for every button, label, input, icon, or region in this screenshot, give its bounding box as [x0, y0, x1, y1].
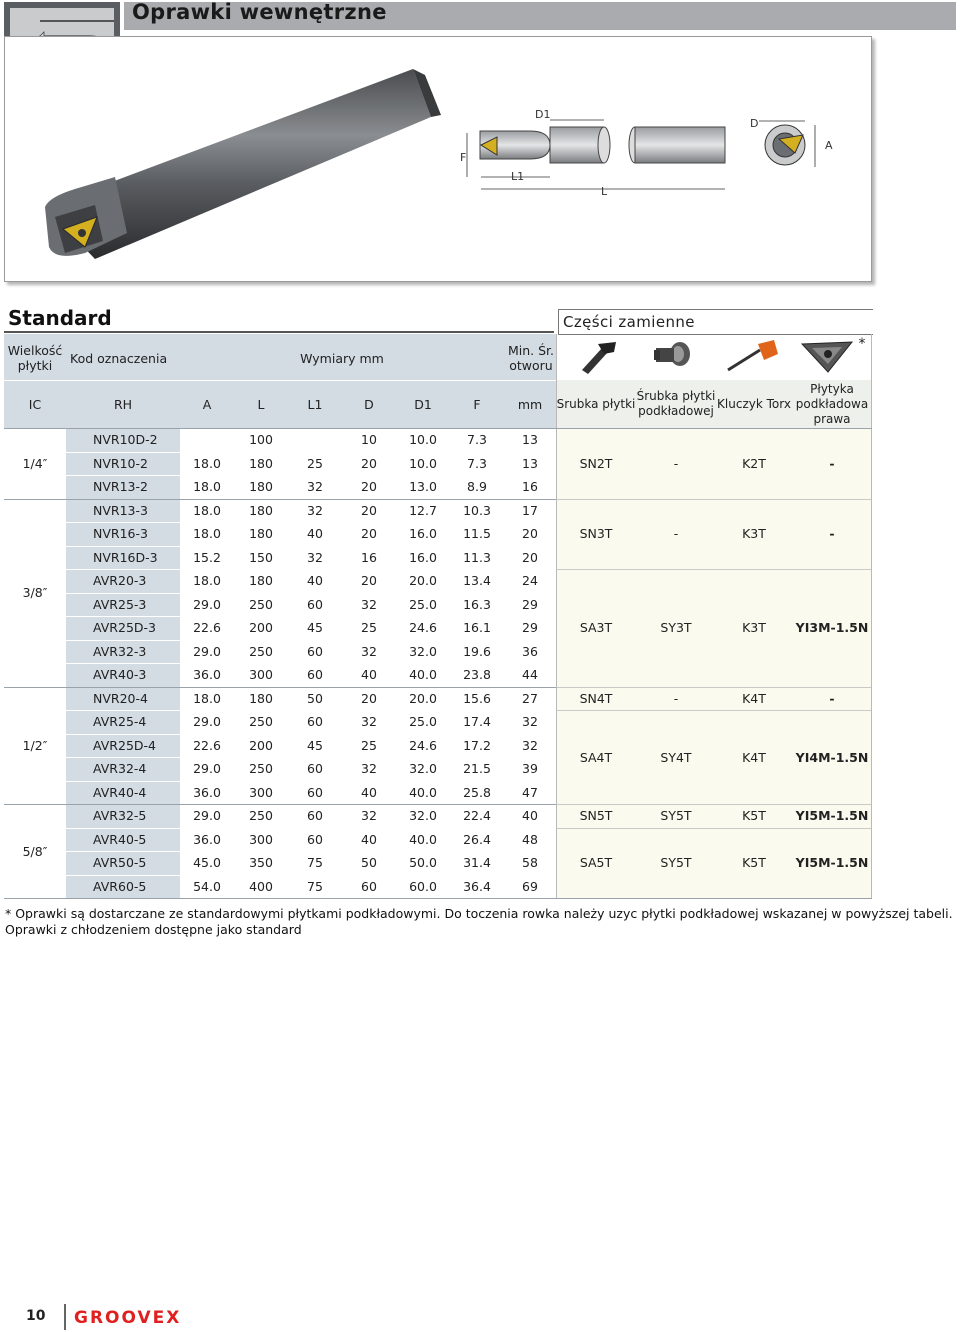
table-cell-l: 200 — [249, 620, 273, 636]
group-separator — [4, 804, 556, 805]
table-cell-d: 32 — [361, 643, 377, 659]
table-cell-l: 180 — [249, 479, 273, 495]
table-cell-d: 32 — [361, 596, 377, 612]
dimension-diagram — [460, 108, 833, 198]
table-cell-l1: 60 — [307, 808, 323, 824]
parts-cell-shim_screw: SY4T — [660, 749, 692, 765]
table-cell-mm: 24 — [522, 573, 538, 589]
table-cell-d: 20 — [361, 573, 377, 589]
col-a: A — [202, 396, 212, 412]
table-cell-d1: 40.0 — [409, 667, 437, 683]
parts-cell-key: K4T — [742, 749, 766, 765]
brand-logo: GROOVEX — [74, 1308, 182, 1328]
table-border-right — [871, 334, 872, 898]
header-mid-border — [4, 380, 556, 381]
table-cell-mm: 32 — [522, 714, 538, 730]
parts-cell-screw: SN5T — [579, 808, 613, 824]
group-separator — [4, 687, 556, 688]
footer-separator — [64, 1304, 66, 1330]
table-cell-f: 31.4 — [463, 855, 491, 871]
table-cell-mm: 16 — [522, 479, 538, 495]
table-cell-l: 250 — [249, 808, 273, 824]
table-cell-code: NVR13-2 — [93, 479, 148, 495]
table-cell-d: 20 — [361, 479, 377, 495]
diagram-label-f: F — [460, 151, 467, 164]
table-cell-a: 29.0 — [193, 596, 221, 612]
table-cell-l: 180 — [249, 690, 273, 706]
table-cell-a: 18.0 — [193, 690, 221, 706]
table-cell-d: 40 — [361, 784, 377, 800]
table-cell-f: 15.6 — [463, 690, 491, 706]
ic-label: 5/8″ — [22, 843, 48, 859]
table-cell-code: NVR16-3 — [93, 526, 148, 542]
table-cell-mm: 13 — [522, 432, 538, 448]
table-cell-f: 8.9 — [467, 479, 487, 495]
table-cell-f: 17.4 — [463, 714, 491, 730]
parts-cell-shim: - — [829, 455, 835, 471]
page-title: Oprawki wewnętrzne — [132, 0, 387, 24]
screw-icon — [574, 338, 622, 376]
table-cell-f: 26.4 — [463, 831, 491, 847]
table-cell-code: AVR25-4 — [93, 714, 147, 730]
table-cell-code: AVR60-5 — [93, 878, 147, 894]
table-cell-a: 18.0 — [193, 526, 221, 542]
table-cell-a: 15.2 — [193, 549, 221, 565]
table-cell-l1: 32 — [307, 479, 323, 495]
table-border-left-parts — [556, 334, 557, 898]
footnote — [5, 906, 953, 938]
parts-cell-screw: SN4T — [579, 690, 613, 706]
col-d: D — [364, 396, 374, 412]
parts-cell-shim: YI5M-1.5N — [795, 855, 869, 871]
table-cell-l1: 32 — [307, 549, 323, 565]
table-cell-a: 29.0 — [193, 714, 221, 730]
table-cell-code: NVR16D-3 — [93, 549, 158, 565]
table-cell-d1: 20.0 — [409, 690, 437, 706]
table-cell-f: 11.5 — [463, 526, 491, 542]
col-shim-screw: Śrubka płytki podkładowej — [636, 389, 716, 418]
table-cell-code: AVR40-4 — [93, 784, 147, 800]
table-cell-code: AVR25D-3 — [93, 620, 156, 636]
parts-cell-screw: SA3T — [579, 620, 613, 636]
ic-label: 3/8″ — [22, 585, 48, 600]
table-cell-l: 180 — [249, 573, 273, 589]
diagram-label-d: D — [750, 117, 759, 130]
table-cell-code: NVR10D-2 — [93, 432, 158, 448]
table-cell-a: 18.0 — [193, 502, 221, 518]
table-cell-d1: 60.0 — [409, 878, 437, 894]
table-cell-f: 10.3 — [463, 502, 491, 518]
table-cell-code: NVR13-3 — [93, 502, 148, 518]
footnote-line-2: Oprawki z chłodzeniem dostępne jako standard — [5, 922, 302, 937]
parts-cell-screw: SN3T — [579, 526, 613, 542]
table-cell-a: 45.0 — [193, 855, 221, 871]
parts-cell-shim_screw: SY5T — [660, 808, 692, 824]
table-cell-mm: 40 — [522, 808, 538, 824]
table-cell-l: 100 — [249, 432, 273, 448]
table-cell-l1: 32 — [307, 502, 323, 518]
table-cell-a: 29.0 — [193, 643, 221, 659]
table-cell-f: 13.4 — [463, 573, 491, 589]
table-cell-f: 7.3 — [467, 432, 487, 448]
section-title: Standard — [8, 306, 112, 330]
table-cell-l1: 60 — [307, 831, 323, 847]
table-cell-d: 25 — [361, 737, 377, 753]
diagram-label-a: A — [825, 139, 833, 152]
table-cell-a: 36.0 — [193, 831, 221, 847]
page-number: 10 — [26, 1308, 46, 1324]
col-d1: D1 — [414, 396, 432, 412]
table-cell-f: 19.6 — [463, 643, 491, 659]
parts-cell-shim_screw: SY3T — [660, 620, 692, 636]
table-cell-l: 300 — [249, 831, 273, 847]
table-cell-l: 180 — [249, 502, 273, 518]
table-cell-a: 36.0 — [193, 667, 221, 683]
table-cell-f: 21.5 — [463, 761, 491, 777]
table-cell-a: 29.0 — [193, 761, 221, 777]
table-cell-mm: 32 — [522, 737, 538, 753]
table-cell-d: 32 — [361, 808, 377, 824]
table-cell-mm: 47 — [522, 784, 538, 800]
parts-cell-shim: YI3M-1.5N — [795, 620, 869, 636]
table-cell-d1: 10.0 — [409, 455, 437, 471]
table-cell-mm: 36 — [522, 643, 538, 659]
table-cell-code: AVR32-3 — [93, 643, 147, 659]
table-cell-l: 300 — [249, 784, 273, 800]
table-cell-l1: 60 — [307, 667, 323, 683]
table-cell-f: 25.8 — [463, 784, 491, 800]
table-cell-l: 250 — [249, 643, 273, 659]
table-cell-d: 32 — [361, 761, 377, 777]
table-cell-code: AVR50-5 — [93, 855, 147, 871]
table-cell-code: NVR10-2 — [93, 455, 148, 471]
header-min-bore: Min. Śr. otworu — [507, 343, 555, 373]
table-cell-d1: 24.6 — [409, 620, 437, 636]
parts-cell-key: K3T — [742, 526, 766, 542]
col-ic: IC — [28, 396, 42, 412]
header-code: Kod oznaczenia — [70, 350, 168, 366]
boring-bar-photo — [45, 69, 441, 259]
col-l: L — [257, 396, 265, 412]
table-cell-a: 18.0 — [193, 455, 221, 471]
table-cell-a: 22.6 — [193, 620, 221, 636]
table-cell-mm: 44 — [522, 667, 538, 683]
table-cell-d1: 50.0 — [409, 855, 437, 871]
table-cell-code: AVR20-3 — [93, 573, 147, 589]
table-cell-d1: 25.0 — [409, 596, 437, 612]
table-cell-d1: 40.0 — [409, 784, 437, 800]
table-cell-code: AVR25-3 — [93, 596, 147, 612]
table-cell-f: 17.2 — [463, 737, 491, 753]
table-cell-l1: 40 — [307, 573, 323, 589]
table-cell-d1: 32.0 — [409, 808, 437, 824]
table-cell-d1: 32.0 — [409, 643, 437, 659]
table-cell-d1: 10.0 — [409, 432, 437, 448]
header-bottom-border — [4, 428, 872, 429]
col-rh: RH — [113, 396, 133, 412]
table-cell-l: 180 — [249, 526, 273, 542]
table-cell-mm: 13 — [522, 455, 538, 471]
header-size: Wielkość płytki — [7, 343, 63, 373]
table-cell-a: 29.0 — [193, 808, 221, 824]
parts-cell-key: K3T — [742, 620, 766, 636]
parts-cell-key: K5T — [742, 808, 766, 824]
parts-cell-key: K5T — [742, 855, 766, 871]
parts-cell-shim_screw: SY5T — [660, 855, 692, 871]
parts-cell-screw: SA5T — [579, 855, 613, 871]
parts-cell-shim_screw: - — [673, 455, 679, 471]
table-cell-d1: 20.0 — [409, 573, 437, 589]
table-cell-l: 400 — [249, 878, 273, 894]
parts-cell-key: K4T — [742, 690, 766, 706]
table-cell-a: 36.0 — [193, 784, 221, 800]
table-cell-d1: 16.0 — [409, 549, 437, 565]
table-cell-mm: 29 — [522, 620, 538, 636]
table-cell-l1: 75 — [307, 855, 323, 871]
table-cell-d: 32 — [361, 714, 377, 730]
table-cell-mm: 17 — [522, 502, 538, 518]
table-cell-d: 20 — [361, 455, 377, 471]
table-cell-f: 36.4 — [463, 878, 491, 894]
table-cell-mm: 20 — [522, 549, 538, 565]
table-cell-mm: 39 — [522, 761, 538, 777]
boring-bar-illustration — [5, 37, 871, 281]
col-l1: L1 — [307, 396, 323, 412]
table-cell-f: 16.1 — [463, 620, 491, 636]
parts-cell-screw: SN2T — [579, 455, 613, 471]
table-cell-d: 16 — [361, 549, 377, 565]
diagram-label-l1: L1 — [511, 170, 525, 183]
table-cell-l: 350 — [249, 855, 273, 871]
ic-label: 1/4″ — [22, 455, 48, 471]
col-shim: Płytyka podkładowa prawa — [795, 381, 869, 426]
table-cell-d: 25 — [361, 620, 377, 636]
table-cell-a: 18.0 — [193, 479, 221, 495]
table-cell-code: AVR40-3 — [93, 667, 147, 683]
table-cell-l1: 60 — [307, 714, 323, 730]
table-cell-d1: 13.0 — [409, 479, 437, 495]
table-cell-l1: 50 — [307, 690, 323, 706]
table-cell-code: AVR32-4 — [93, 761, 147, 777]
table-cell-d: 50 — [361, 855, 377, 871]
table-cell-l1: 60 — [307, 596, 323, 612]
table-cell-code: AVR25D-4 — [93, 737, 156, 753]
table-cell-l: 180 — [249, 455, 273, 471]
table-cell-d1: 25.0 — [409, 714, 437, 730]
header-asterisk: * — [858, 336, 866, 352]
parts-cell-shim: YI4M-1.5N — [795, 749, 869, 765]
table-bottom-border — [4, 898, 872, 899]
col-f: F — [473, 396, 481, 412]
table-cell-l1: 60 — [307, 643, 323, 659]
parts-cell-shim: - — [829, 690, 835, 706]
parts-title: Części zamienne — [563, 313, 695, 331]
col-key: Kluczyk Torx — [717, 397, 791, 411]
table-cell-mm: 20 — [522, 526, 538, 542]
table-cell-d: 10 — [361, 432, 377, 448]
table-cell-f: 7.3 — [467, 455, 487, 471]
table-cell-d1: 40.0 — [409, 831, 437, 847]
ic-label: 1/2″ — [22, 737, 48, 753]
table-cell-l1: 60 — [307, 784, 323, 800]
table-cell-mm: 48 — [522, 831, 538, 847]
table-cell-code: AVR40-5 — [93, 831, 147, 847]
parts-cell-shim_screw: - — [673, 690, 679, 706]
table-cell-l: 250 — [249, 596, 273, 612]
table-cell-f: 23.8 — [463, 667, 491, 683]
table-cell-a: 22.6 — [193, 737, 221, 753]
table-cell-d: 40 — [361, 831, 377, 847]
diagram-label-l: L — [601, 185, 608, 198]
table-cell-mm: 58 — [522, 855, 538, 871]
table-cell-l1: 75 — [307, 878, 323, 894]
table-cell-l: 250 — [249, 714, 273, 730]
table-cell-code: NVR20-4 — [93, 690, 148, 706]
table-cell-l1: 45 — [307, 737, 323, 753]
product-image-panel — [4, 36, 872, 282]
footnote-line-1: * Oprawki są dostarczane ze standardowymi płytkami podkładowymi. Do toczenia rowka należy uzyc płytki podkładowej wskazanej w powyższej tabeli. — [5, 906, 953, 921]
table-cell-l: 150 — [249, 549, 273, 565]
table-cell-d1: 12.7 — [409, 502, 437, 518]
shim-plate-icon — [798, 336, 856, 376]
parts-cell-shim_screw: - — [673, 526, 679, 542]
parts-cell-shim: YI5M-1.5N — [795, 808, 869, 824]
table-cell-l1: 25 — [307, 455, 323, 471]
table-cell-d1: 32.0 — [409, 761, 437, 777]
col-screw: Srubka płytki — [556, 397, 636, 411]
header-dims: Wymiary mm — [300, 350, 384, 366]
table-cell-l1: 40 — [307, 526, 323, 542]
table-cell-l1 — [288, 428, 342, 452]
table-cell-code: AVR32-5 — [93, 808, 147, 824]
table-cell-a: 54.0 — [193, 878, 221, 894]
table-cell-d: 60 — [361, 878, 377, 894]
table-cell-a: 18.0 — [193, 573, 221, 589]
table-cell-mm: 27 — [522, 690, 538, 706]
table-cell-a — [180, 428, 234, 452]
table-cell-d: 40 — [361, 667, 377, 683]
table-cell-d: 20 — [361, 502, 377, 518]
table-cell-l: 300 — [249, 667, 273, 683]
table-cell-f: 22.4 — [463, 808, 491, 824]
section-rule — [4, 331, 554, 333]
parts-cell-key: K2T — [742, 455, 766, 471]
table-cell-l1: 45 — [307, 620, 323, 636]
shim-screw-icon — [650, 336, 694, 376]
table-cell-l1: 60 — [307, 761, 323, 777]
torx-key-icon — [724, 336, 782, 376]
table-cell-f: 11.3 — [463, 549, 491, 565]
diagram-label-d1: D1 — [535, 108, 551, 121]
table-cell-d: 20 — [361, 526, 377, 542]
table-cell-mm: 29 — [522, 596, 538, 612]
table-cell-d: 20 — [361, 690, 377, 706]
col-mm: mm — [517, 396, 543, 412]
parts-cell-shim: - — [829, 526, 835, 542]
table-cell-l: 250 — [249, 761, 273, 777]
table-cell-l: 200 — [249, 737, 273, 753]
table-cell-mm: 69 — [522, 878, 538, 894]
table-cell-d1: 24.6 — [409, 737, 437, 753]
parts-cell-screw: SA4T — [579, 749, 613, 765]
table-cell-f: 16.3 — [463, 596, 491, 612]
group-separator — [4, 499, 556, 500]
table-cell-d1: 16.0 — [409, 526, 437, 542]
